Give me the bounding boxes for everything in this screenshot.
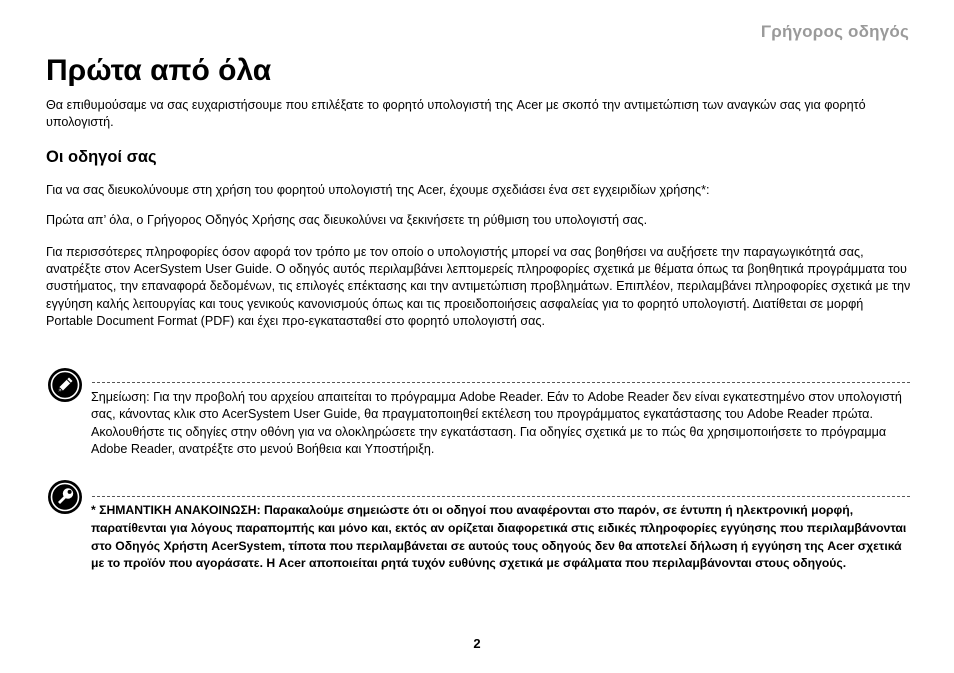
paragraph-3: Για περισσότερες πληροφορίες όσον αφορά τον τρόπο με τον οποίο ο υπολογιστής μπορεί να σας βοηθήσει να αυξήσετε την παραγωγικότητά σας, ανατρέξτε στον AcerSystem User Guide. Ο οδηγός αυτός περιλαμβάνει λεπτομερείς πληροφορίες σχετικά με θέματα όπως τα βοηθητικά προγράμματα του συστήματος, την επαναφορά δεδομένων, τις επιλογές επέκτασης και την αντιμετώπιση προβλημάτων. Επιπλέον, περιλαμβάνει πληροφορίες σχετικά με την εγγύηση καλής λειτουργίας και τους γενικούς κανονισμούς όπως και τις προειδοποιήσεις ασφαλείας για το φορητό υπολογιστή. Διατίθεται σε μορφή Portable Document Format (PDF) και έχει προ-εγκατασταθεί στο φορητό υπολογιστή σας.	[46, 245, 911, 328]
note-divider	[92, 382, 910, 383]
note-text: Σημείωση: Για την προβολή του αρχείου απαιτείται το πρόγραμμα Adobe Reader. Εάν το Adobe Reader δεν είναι εγκατεστημένο στον υπολογιστή σας, κάνοντας κλικ στο AcerSystem User Guide, θα πραγματοποιηθεί εκτέλεση του προγράμματος εγκατάστασης του Adobe Reader πρώτα. Ακολουθήστε τις οδηγίες στην οθόνη για να ολοκληρώσετε την εγκατάσταση. Για οδηγίες σχετικά με το πώς θα χρησιμοποιήσετε το πρόγραμμα Adobe Reader, ανατρέξτε στο μενού Βοήθεια και Υποστήριξη.	[91, 390, 902, 457]
header-section-title: Γρήγορος οδηγός	[760, 22, 909, 41]
paragraph-1: Για να σας διευκολύνουμε στη χρήση του φορητού υπολογιστή της Acer, έχουμε σχεδιάσει ένα σετ εγχειριδίων χρήσης*:	[46, 183, 710, 197]
important-divider	[92, 496, 910, 497]
wrench-important-icon	[47, 479, 83, 515]
page-number: 2	[473, 636, 481, 651]
pencil-note-icon	[47, 367, 83, 403]
paragraph-2: Πρώτα απ’ όλα, ο Γρήγορος Οδηγός Χρήσης σας διευκολύνει να ξεκινήσετε τη ρύθμιση του υπολογιστή σας.	[46, 213, 648, 227]
important-text: * ΣΗΜΑΝΤΙΚΗ ΑΝΑΚΟΙΝΩΣΗ: Παρακαλούμε σημειώστε ότι οι οδηγοί που αναφέρονται στο παρόν, σε έντυπη ή ηλεκτρονική μορφή, παρατίθενται για λόγους παραπομπής και μόνο και, εκτός αν ορίζεται διαφορετικά στις ειδικές πληροφορίες εγγύησης που περιλαμβάνονται στο Οδηγός Χρήστη AcerSystem, τίποτα που περιλαμβάνεται σε αυτούς τους οδηγούς δεν θα αποτελεί δήλωση ή εγγύηση της Acer σχετικά με το προϊόν που αγοράσατε. Η Acer αποποιείται ρητά τυχόν ευθύνης σχετικά με σφάλματα που περιλαμβάνονται στους οδηγούς.	[91, 503, 907, 571]
page-title: Πρώτα από όλα	[46, 54, 272, 87]
section-subtitle: Οι οδηγοί σας	[46, 148, 157, 166]
intro-paragraph: Θα επιθυμούσαμε να σας ευχαριστήσουμε που επιλέξατε το φορητό υπολογιστή της Acer με σκοπό την αντιμετώπιση των αναγκών σας για φορητό υπολογιστή.	[46, 98, 866, 130]
